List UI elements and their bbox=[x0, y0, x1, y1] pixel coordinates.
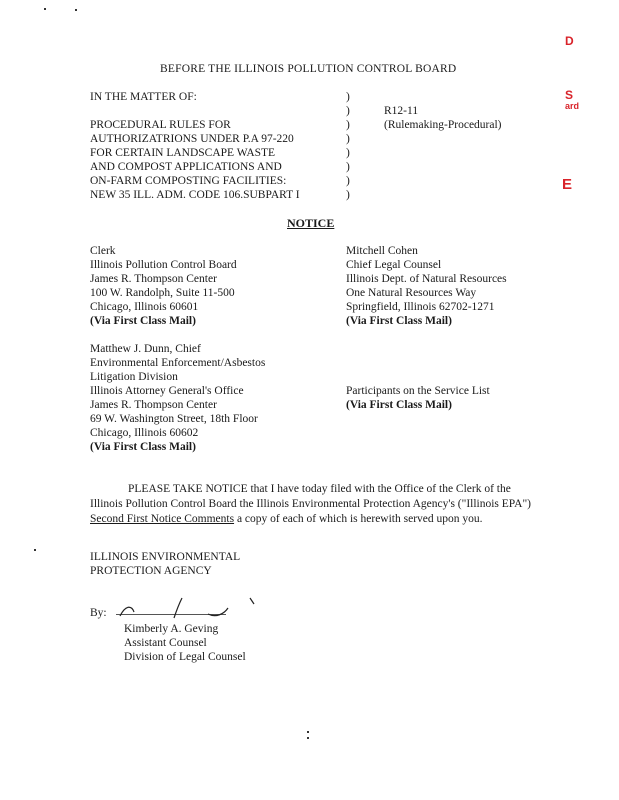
caption-line: AUTHORIZATRIONS UNDER P.A 97-220 bbox=[90, 133, 294, 145]
paren: ) bbox=[346, 119, 350, 131]
handwritten-signature bbox=[112, 594, 262, 624]
recipient-block bbox=[90, 244, 237, 328]
agency-name bbox=[90, 550, 240, 578]
paren: ) bbox=[346, 161, 350, 173]
scan-speck bbox=[75, 9, 77, 11]
address-line: Illinois Pollution Control Board bbox=[90, 259, 237, 271]
filing-title: Second First Notice Comments bbox=[90, 513, 235, 525]
recipient-block bbox=[90, 342, 265, 454]
docket-info bbox=[384, 104, 502, 132]
received-stamp-fragment: D bbox=[565, 34, 574, 48]
scan-speck bbox=[307, 731, 309, 733]
address-line: Chief Legal Counsel bbox=[346, 259, 442, 271]
address-line: Springfield, Illinois 62702-1271 bbox=[346, 301, 495, 313]
delivery-method: (Via First Class Mail) bbox=[90, 441, 196, 453]
paren: ) bbox=[346, 175, 350, 187]
address-line: 100 W. Randolph, Suite 11-500 bbox=[90, 287, 235, 299]
caption-line: FOR CERTAIN LANDSCAPE WASTE bbox=[90, 147, 276, 159]
docket-type: (Rulemaking-Procedural) bbox=[384, 119, 502, 131]
address-line: Matthew J. Dunn, Chief bbox=[90, 343, 201, 355]
address-line: James R. Thompson Center bbox=[90, 273, 217, 285]
agency-line: ILLINOIS ENVIRONMENTAL bbox=[90, 551, 241, 563]
delivery-method: (Via First Class Mail) bbox=[346, 399, 452, 411]
stamp-text: ard bbox=[565, 101, 580, 111]
received-stamp-fragment bbox=[565, 90, 579, 112]
caption-line: ON-FARM COMPOSTING FACILITIES: bbox=[90, 175, 287, 187]
notice-text: a copy of each of which is herewith served upon you. bbox=[236, 513, 483, 525]
notice-heading: NOTICE bbox=[287, 216, 335, 230]
address-line: 69 W. Washington Street, 18th Floor bbox=[90, 413, 258, 425]
scan-speck bbox=[44, 8, 46, 10]
in-the-matter-label: IN THE MATTER OF: bbox=[90, 91, 197, 103]
paren: ) bbox=[346, 133, 350, 145]
caption-line: AND COMPOST APPLICATIONS AND bbox=[90, 161, 282, 173]
caption-parentheses bbox=[346, 90, 350, 202]
caption-line: NEW 35 ILL. ADM. CODE 106.SUBPART I bbox=[90, 189, 300, 201]
notice-text: PLEASE TAKE NOTICE that I have today filed with the Office of the Clerk of the Illinois Pollution Control Board the Illinois Environmental Protection Agency's ("Illinois EPA") bbox=[90, 483, 531, 510]
address-line: One Natural Resources Way bbox=[346, 287, 477, 299]
delivery-method: (Via First Class Mail) bbox=[90, 315, 196, 327]
scan-speck bbox=[34, 549, 36, 551]
recipient-block bbox=[346, 384, 490, 412]
signer-block bbox=[124, 622, 246, 664]
notice-paragraph bbox=[90, 482, 540, 527]
caption-line: PROCEDURAL RULES FOR bbox=[90, 119, 231, 131]
address-line: Chicago, Illinois 60601 bbox=[90, 301, 199, 313]
docket-number: R12-11 bbox=[384, 105, 419, 117]
address-line: Environmental Enforcement/Asbestos bbox=[90, 357, 266, 369]
by-label: By: bbox=[90, 607, 107, 619]
stamp-text: S bbox=[565, 88, 574, 102]
paren: ) bbox=[346, 91, 350, 103]
address-line: Mitchell Cohen bbox=[346, 245, 418, 257]
received-stamp-fragment: E bbox=[562, 176, 573, 193]
address-line: Illinois Dept. of Natural Resources bbox=[346, 273, 507, 285]
signer-name: Kimberly A. Geving bbox=[124, 623, 219, 635]
paren: ) bbox=[346, 105, 350, 117]
scan-speck bbox=[307, 737, 309, 739]
signer-division: Division of Legal Counsel bbox=[124, 651, 246, 663]
address-line: Participants on the Service List bbox=[346, 385, 490, 397]
recipient-block bbox=[346, 244, 507, 328]
paren: ) bbox=[346, 147, 350, 159]
address-line: Illinois Attorney General's Office bbox=[90, 385, 244, 397]
agency-line: PROTECTION AGENCY bbox=[90, 565, 212, 577]
address-line: Litigation Division bbox=[90, 371, 178, 383]
address-line: James R. Thompson Center bbox=[90, 399, 217, 411]
address-line: Clerk bbox=[90, 245, 116, 257]
case-caption bbox=[90, 118, 300, 202]
paren: ) bbox=[346, 189, 350, 201]
address-line: Chicago, Illinois 60602 bbox=[90, 427, 199, 439]
signer-title: Assistant Counsel bbox=[124, 637, 207, 649]
delivery-method: (Via First Class Mail) bbox=[346, 315, 452, 327]
board-title: BEFORE THE ILLINOIS POLLUTION CONTROL BOARD bbox=[160, 63, 457, 75]
